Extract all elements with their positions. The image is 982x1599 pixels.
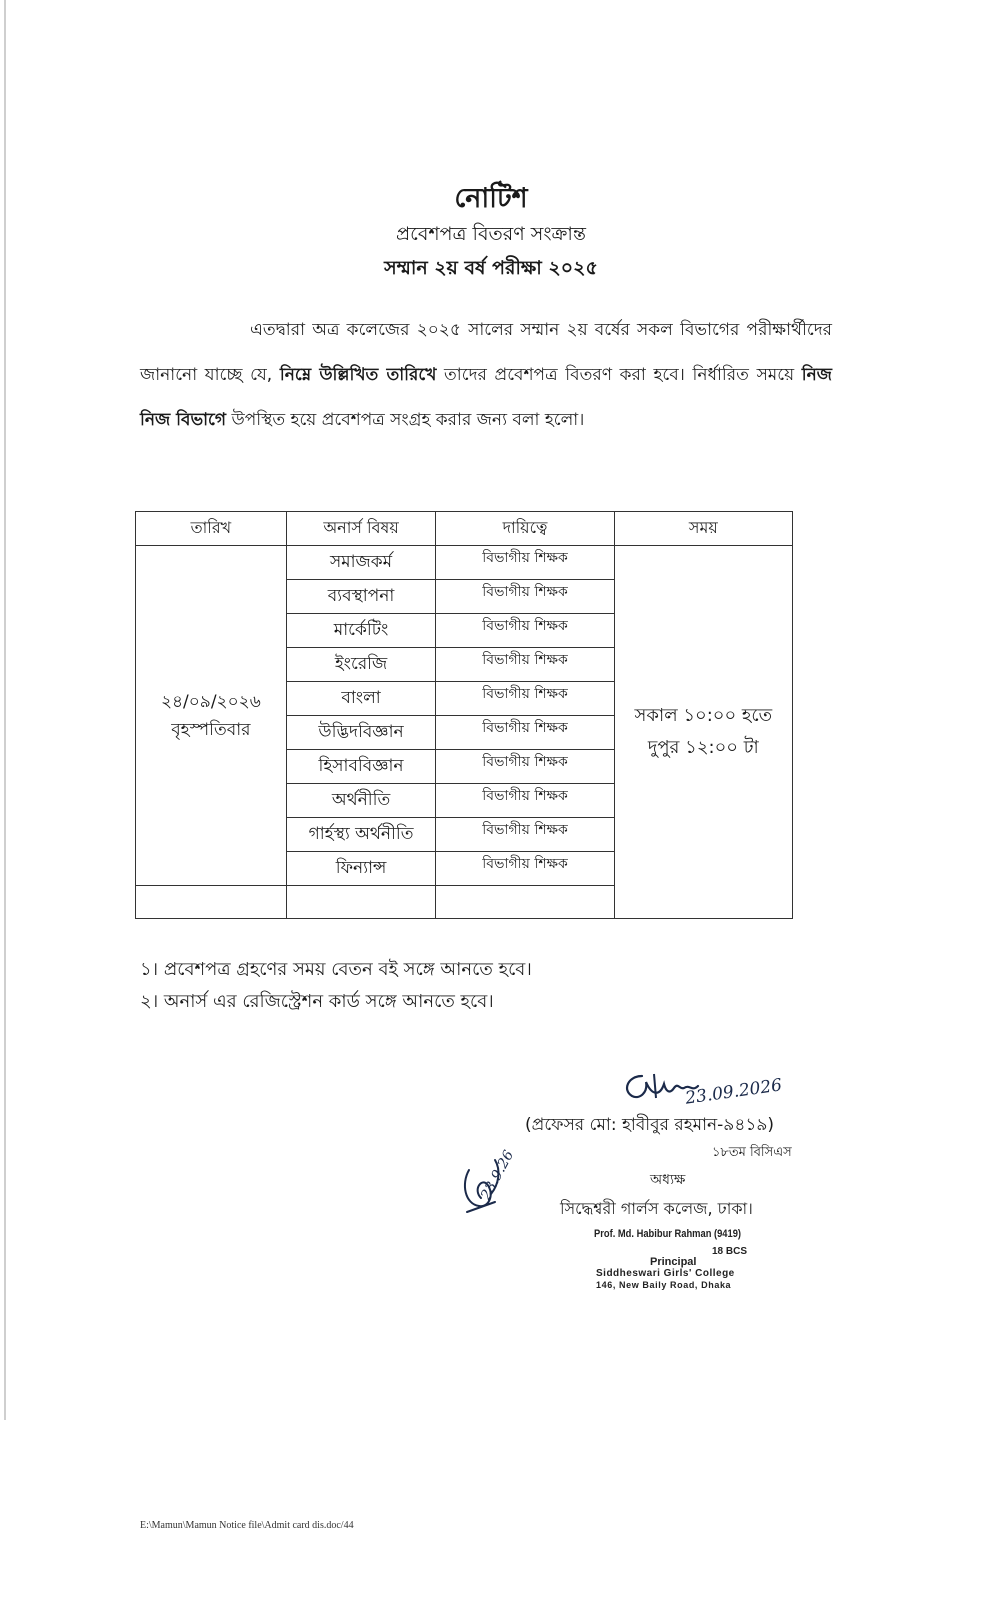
exam-day: বৃহস্পতিবার	[171, 719, 251, 740]
subject-cell: ফিন্যান্স	[286, 852, 436, 886]
duty-cell: বিভাগীয় শিক্ষক	[436, 784, 614, 818]
notice-subtitle: প্রবেশপত্র বিতরণ সংক্রান্ত	[396, 223, 586, 245]
schedule-table	[135, 511, 793, 919]
subject-cell: বাংলা	[286, 682, 436, 716]
subject-cell: ইংরেজি	[286, 648, 436, 682]
duty-cell: বিভাগীয় শিক্ষক	[436, 852, 614, 886]
signatory-college: সিদ্ধেশ্বরী গার্লস কলেজ, ঢাকা।	[560, 1199, 753, 1218]
notice-body	[140, 308, 832, 443]
stamp-college: Siddheswari Girls' College	[596, 1268, 735, 1279]
duty-cell: বিভাগীয় শিক্ষক	[436, 546, 614, 580]
date-cell	[136, 546, 287, 886]
body-bold-1: নিম্নে উল্লিখিত তারিখে	[279, 365, 437, 385]
notice-exam: সম্মান ২য় বর্ষ পরীক্ষা ২০২৫	[384, 257, 598, 279]
signatory-bcs: ১৮তম বিসিএস	[712, 1145, 792, 1160]
subject-cell: মার্কেটিং	[286, 614, 436, 648]
duty-cell: বিভাগীয় শিক্ষক	[436, 648, 614, 682]
duty-cell: বিভাগীয় শিক্ষক	[436, 580, 614, 614]
instruction-1: ১। প্রবেশপত্র গ্রহণের সময় বেতন বই সঙ্গে আনতে হবে।	[140, 959, 532, 980]
body-bold-2: নিজ নিজ বিভাগে	[140, 365, 832, 430]
signatory-role: অধ্যক্ষ	[650, 1172, 686, 1188]
table-header-row	[136, 512, 793, 546]
notice-title: নোটিশ	[454, 183, 528, 214]
initial-date: 23.9.26	[478, 1147, 518, 1203]
subject-cell: উদ্ভিদবিজ্ঞান	[286, 716, 436, 750]
empty-cell	[136, 886, 287, 919]
subject-cell: ব্যবস্থাপনা	[286, 580, 436, 614]
time-line-2: দুপুর ১২:০০ টা	[647, 737, 759, 758]
duty-cell: বিভাগীয় শিক্ষক	[436, 614, 614, 648]
header-date: তারিখ	[136, 512, 287, 546]
instruction-2: ২। অনার্স এর রেজিস্ট্রেশন কার্ড সঙ্গে আনতে হবে।	[140, 991, 494, 1012]
table-row	[136, 546, 793, 580]
body-text-1: এতদ্বারা অত্র কলেজের ২০২৫ সালের সম্মান ২য় বর্ষের সকল বিভাগের পরীক্ষার্থীদের জানানো যাচ্ছে যে,	[140, 320, 832, 385]
time-line-1: সকাল ১০:০০ হতে	[634, 705, 773, 726]
header-subject: অনার্স বিষয়	[286, 512, 436, 546]
time-cell	[614, 546, 792, 919]
file-path-footer: E:\Mamun\Mamun Notice file\Admit card dis.doc/44	[140, 1520, 354, 1531]
duty-cell: বিভাগীয় শিক্ষক	[436, 818, 614, 852]
empty-cell	[286, 886, 436, 919]
signature-date: 23.09.2026	[684, 1075, 784, 1109]
signatory-name: (প্রফেসর মো: হাবীবুর রহমান-৯৪১৯)	[525, 1115, 775, 1135]
duty-cell: বিভাগীয় শিক্ষক	[436, 750, 614, 784]
subject-cell: অর্থনীতি	[286, 784, 436, 818]
body-text-2: তাদের প্রবেশপত্র বিতরণ করা হবে। নির্ধারিত সময়ে	[444, 365, 795, 385]
stamp-address: 146, New Baily Road, Dhaka	[596, 1280, 732, 1290]
stamp-bcs: 18 BCS	[712, 1246, 748, 1257]
exam-date: ২৪/০৯/২০২৬	[160, 691, 261, 712]
empty-cell	[436, 886, 614, 919]
body-text-3: উপস্থিত হয়ে প্রবেশপত্র সংগ্রহ করার জন্য বলা হলো।	[231, 410, 585, 430]
header-time: সময়	[614, 512, 792, 546]
stamp-title: Principal	[650, 1256, 697, 1268]
header-duty: দায়িত্বে	[436, 512, 614, 546]
subject-cell: গার্হস্থ্য অর্থনীতি	[286, 818, 436, 852]
duty-cell: বিভাগীয় শিক্ষক	[436, 682, 614, 716]
subject-cell: সমাজকর্ম	[286, 546, 436, 580]
subject-cell: হিসাববিজ্ঞান	[286, 750, 436, 784]
duty-cell: বিভাগীয় শিক্ষক	[436, 716, 614, 750]
stamp-name: Prof. Md. Habibur Rahman (9419)	[594, 1228, 742, 1240]
